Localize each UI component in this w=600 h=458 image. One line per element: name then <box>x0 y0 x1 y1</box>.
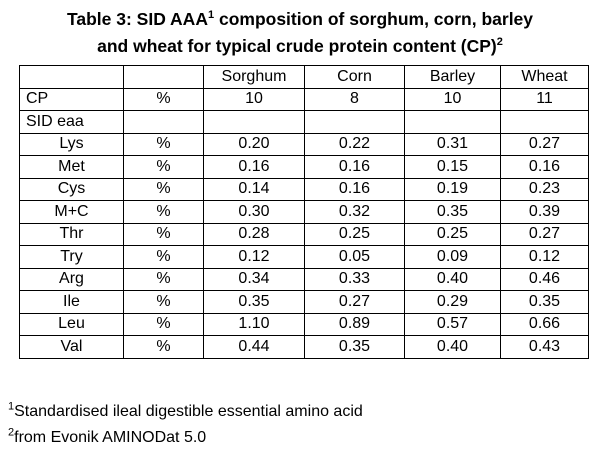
amino-acid-name: Try <box>20 246 124 269</box>
header-cell: Corn <box>305 66 405 89</box>
section-row <box>20 111 589 134</box>
row-label: CP <box>20 88 124 111</box>
unit-cell: % <box>124 246 204 269</box>
amino-acid-name: Arg <box>20 268 124 291</box>
unit-cell: % <box>124 133 204 156</box>
value-cell: 0.35 <box>204 291 305 314</box>
table-row <box>20 178 589 201</box>
value-cell: 0.66 <box>501 313 589 336</box>
footnote-2: $^2$from Evonik AMINODat 5.0 <box>8 426 207 446</box>
value-cell: 0.14 <box>204 178 305 201</box>
table-row <box>20 201 589 224</box>
title-line-2: and wheat for typical crude protein content (CP)$^2$ <box>97 36 503 56</box>
unit-cell: % <box>124 201 204 224</box>
table-row <box>20 156 589 179</box>
value-cell: 0.57 <box>405 313 501 336</box>
value-cell: 0.12 <box>204 246 305 269</box>
value-cell: 0.16 <box>501 156 589 179</box>
value-cell: 0.23 <box>501 178 589 201</box>
table-row <box>20 246 589 269</box>
table-row <box>20 268 589 291</box>
value-cell: 0.35 <box>501 291 589 314</box>
header-cell: Wheat <box>501 66 589 89</box>
unit-cell: % <box>124 178 204 201</box>
value-cell: 0.16 <box>204 156 305 179</box>
value-cell: 0.20 <box>204 133 305 156</box>
value-cell: 0.16 <box>305 156 405 179</box>
value-cell: 0.30 <box>204 201 305 224</box>
value-cell: 0.27 <box>501 223 589 246</box>
title-line-1: Table 3: SID AAA$^1$ composition of sorghum, corn, barley <box>66 9 534 29</box>
value-cell: 10 <box>405 88 501 111</box>
empty-cell <box>405 111 501 134</box>
footnote-marker: 1 <box>207 9 215 22</box>
amino-acid-name: Met <box>20 156 124 179</box>
value-cell: 0.89 <box>305 313 405 336</box>
header-cell <box>124 66 204 89</box>
composition-table <box>19 65 589 359</box>
empty-cell <box>305 111 405 134</box>
unit-cell: % <box>124 88 204 111</box>
table-row <box>20 336 589 359</box>
amino-acid-name: Leu <box>20 313 124 336</box>
cp-row <box>20 88 589 111</box>
value-cell: 0.22 <box>305 133 405 156</box>
table-title <box>0 6 600 60</box>
value-cell: 0.19 <box>405 178 501 201</box>
value-cell: 8 <box>305 88 405 111</box>
value-cell: 0.39 <box>501 201 589 224</box>
amino-acid-name: Thr <box>20 223 124 246</box>
value-cell: 0.35 <box>305 336 405 359</box>
value-cell: 0.25 <box>405 223 501 246</box>
footnote-marker: 2 <box>8 426 15 439</box>
unit-cell: % <box>124 336 204 359</box>
header-cell: Sorghum <box>204 66 305 89</box>
value-cell: 1.10 <box>204 313 305 336</box>
footnote-1: $^1$Standardised ileal digestible essential amino acid <box>8 400 363 420</box>
header-row <box>20 66 589 89</box>
value-cell: 0.27 <box>501 133 589 156</box>
unit-cell: % <box>124 313 204 336</box>
value-cell: 0.15 <box>405 156 501 179</box>
amino-acid-name: M+C <box>20 201 124 224</box>
value-cell: 0.29 <box>405 291 501 314</box>
amino-acid-name: Cys <box>20 178 124 201</box>
unit-cell: % <box>124 268 204 291</box>
value-cell: 0.31 <box>405 133 501 156</box>
value-cell: 0.28 <box>204 223 305 246</box>
value-cell: 0.34 <box>204 268 305 291</box>
value-cell: 0.09 <box>405 246 501 269</box>
amino-acid-name: Lys <box>20 133 124 156</box>
unit-cell: % <box>124 156 204 179</box>
table-row <box>20 313 589 336</box>
value-cell: 0.05 <box>305 246 405 269</box>
value-cell: 10 <box>204 88 305 111</box>
value-cell: 11 <box>501 88 589 111</box>
unit-cell: % <box>124 223 204 246</box>
value-cell: 0.40 <box>405 268 501 291</box>
value-cell: 0.32 <box>305 201 405 224</box>
value-cell: 0.27 <box>305 291 405 314</box>
value-cell: 0.16 <box>305 178 405 201</box>
value-cell: 0.46 <box>501 268 589 291</box>
empty-cell <box>501 111 589 134</box>
amino-acid-name: Val <box>20 336 124 359</box>
section-label: SID eaa <box>20 111 124 134</box>
header-cell <box>20 66 124 89</box>
amino-acid-name: Ile <box>20 291 124 314</box>
value-cell: 0.43 <box>501 336 589 359</box>
value-cell: 0.40 <box>405 336 501 359</box>
value-cell: 0.35 <box>405 201 501 224</box>
empty-cell <box>204 111 305 134</box>
value-cell: 0.33 <box>305 268 405 291</box>
table-row <box>20 291 589 314</box>
empty-cell <box>124 111 204 134</box>
table-row <box>20 133 589 156</box>
value-cell: 0.12 <box>501 246 589 269</box>
unit-cell: % <box>124 291 204 314</box>
footnote-marker: 2 <box>496 36 503 49</box>
value-cell: 0.44 <box>204 336 305 359</box>
table-row <box>20 223 589 246</box>
value-cell: 0.25 <box>305 223 405 246</box>
header-cell: Barley <box>405 66 501 89</box>
footnote-marker: 1 <box>8 400 15 413</box>
